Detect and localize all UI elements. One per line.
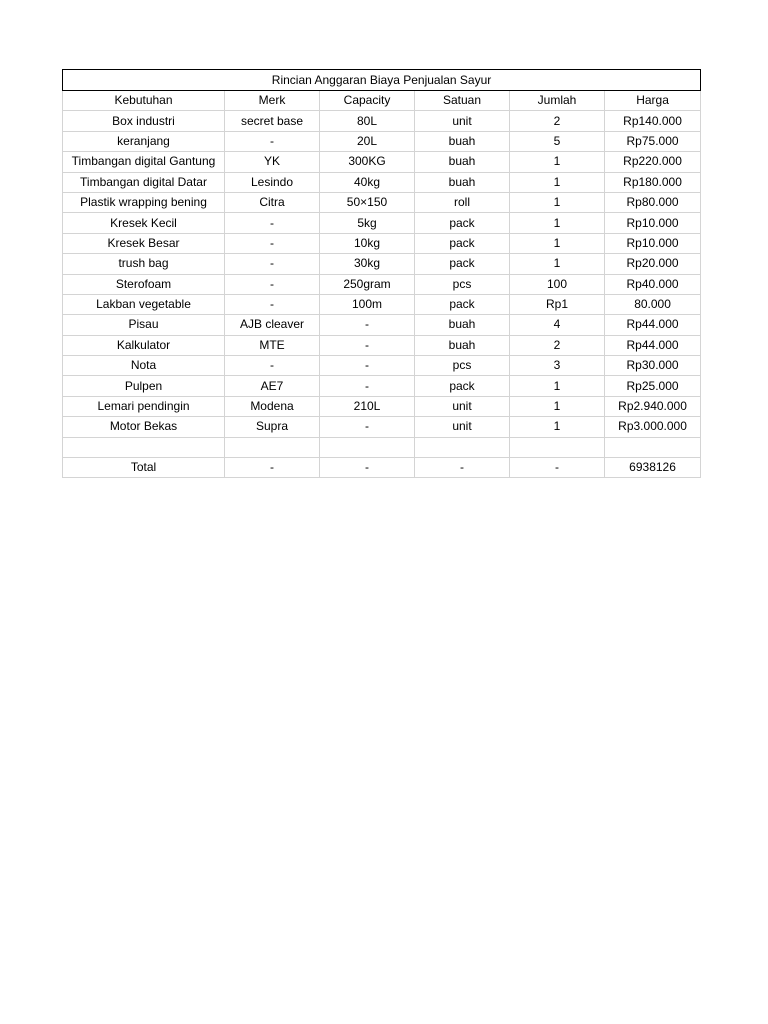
cell-jumlah: 5 [510,131,605,151]
cell-capacity: - [320,315,415,335]
cell-harga: 80.000 [605,294,701,314]
cell-capacity: 100m [320,294,415,314]
cell-jumlah: 1 [510,152,605,172]
cell-kebutuhan: keranjang [63,131,225,151]
cell-jumlah: 2 [510,111,605,131]
table-row [63,376,701,396]
table-row [63,192,701,212]
total-row [63,458,701,478]
cell-kebutuhan [63,437,225,457]
cell-jumlah: 3 [510,356,605,376]
header-kebutuhan: Kebutuhan [63,91,225,111]
cell-capacity: 5kg [320,213,415,233]
cell-merk: Citra [225,192,320,212]
cell-capacity: 210L [320,396,415,416]
cell-satuan: unit [415,396,510,416]
table-row [63,131,701,151]
cell-satuan: unit [415,417,510,437]
header-jumlah: Jumlah [510,91,605,111]
table-row [63,315,701,335]
budget-sheet [62,69,700,478]
cell-jumlah: 100 [510,274,605,294]
cell-harga: Rp44.000 [605,335,701,355]
table-row [63,233,701,253]
table-row [63,111,701,131]
cell-harga: Rp25.000 [605,376,701,396]
total-kebutuhan: Total [63,458,225,478]
total-jumlah: - [510,458,605,478]
table-row [63,274,701,294]
budget-table [62,69,701,478]
cell-capacity: 80L [320,111,415,131]
table-row [63,335,701,355]
cell-capacity: 10kg [320,233,415,253]
cell-jumlah: 1 [510,396,605,416]
cell-jumlah: 1 [510,254,605,274]
cell-kebutuhan: Nota [63,356,225,376]
cell-satuan: buah [415,172,510,192]
cell-satuan: buah [415,131,510,151]
cell-harga: Rp75.000 [605,131,701,151]
cell-kebutuhan: Motor Bekas [63,417,225,437]
cell-jumlah: 4 [510,315,605,335]
cell-capacity: - [320,335,415,355]
cell-capacity: 300KG [320,152,415,172]
cell-satuan: pack [415,213,510,233]
cell-jumlah: 1 [510,192,605,212]
cell-satuan: pack [415,233,510,253]
cell-merk: AE7 [225,376,320,396]
cell-harga: Rp220.000 [605,152,701,172]
cell-merk: - [225,233,320,253]
table-row [63,152,701,172]
table-row [63,254,701,274]
cell-capacity: 30kg [320,254,415,274]
cell-harga: Rp180.000 [605,172,701,192]
cell-merk: secret base [225,111,320,131]
cell-capacity: - [320,417,415,437]
cell-harga: Rp44.000 [605,315,701,335]
header-harga: Harga [605,91,701,111]
table-row [63,437,701,457]
cell-merk: AJB cleaver [225,315,320,335]
cell-capacity: - [320,356,415,376]
header-row [63,91,701,111]
cell-kebutuhan: Lemari pendingin [63,396,225,416]
cell-jumlah [510,437,605,457]
total-harga: 6938126 [605,458,701,478]
cell-merk: - [225,131,320,151]
table-row [63,213,701,233]
cell-harga: Rp10.000 [605,213,701,233]
cell-merk [225,437,320,457]
total-satuan: - [415,458,510,478]
cell-jumlah: 1 [510,213,605,233]
cell-merk: - [225,254,320,274]
cell-satuan: pcs [415,274,510,294]
cell-capacity: - [320,376,415,396]
cell-kebutuhan: Timbangan digital Gantung [63,152,225,172]
cell-jumlah: 1 [510,376,605,396]
cell-harga: Rp30.000 [605,356,701,376]
total-merk: - [225,458,320,478]
table-row [63,396,701,416]
cell-merk: - [225,213,320,233]
cell-harga: Rp10.000 [605,233,701,253]
cell-satuan: pcs [415,356,510,376]
cell-merk: - [225,274,320,294]
table-row [63,172,701,192]
cell-kebutuhan: trush bag [63,254,225,274]
cell-capacity: 50×150 [320,192,415,212]
cell-harga: Rp20.000 [605,254,701,274]
cell-jumlah: 1 [510,417,605,437]
cell-harga: Rp140.000 [605,111,701,131]
cell-harga: Rp3.000.000 [605,417,701,437]
cell-jumlah: 1 [510,172,605,192]
header-satuan: Satuan [415,91,510,111]
cell-satuan: roll [415,192,510,212]
cell-harga: Rp2.940.000 [605,396,701,416]
cell-capacity: 250gram [320,274,415,294]
cell-merk: YK [225,152,320,172]
cell-harga [605,437,701,457]
total-capacity: - [320,458,415,478]
cell-merk: Lesindo [225,172,320,192]
cell-capacity: 40kg [320,172,415,192]
cell-kebutuhan: Sterofoam [63,274,225,294]
cell-satuan: pack [415,254,510,274]
cell-merk: Supra [225,417,320,437]
cell-satuan: buah [415,335,510,355]
cell-kebutuhan: Kresek Besar [63,233,225,253]
cell-kebutuhan: Plastik wrapping bening [63,192,225,212]
table-row [63,294,701,314]
cell-satuan: pack [415,294,510,314]
header-merk: Merk [225,91,320,111]
cell-jumlah: 2 [510,335,605,355]
cell-merk: - [225,356,320,376]
cell-kebutuhan: Kalkulator [63,335,225,355]
cell-satuan: buah [415,152,510,172]
cell-kebutuhan: Timbangan digital Datar [63,172,225,192]
table-row [63,417,701,437]
cell-capacity [320,437,415,457]
cell-merk: - [225,294,320,314]
cell-jumlah: 1 [510,233,605,253]
cell-kebutuhan: Kresek Kecil [63,213,225,233]
cell-capacity: 20L [320,131,415,151]
cell-satuan: unit [415,111,510,131]
title-row [63,70,701,91]
cell-harga: Rp40.000 [605,274,701,294]
cell-satuan [415,437,510,457]
cell-kebutuhan: Box industri [63,111,225,131]
cell-harga: Rp80.000 [605,192,701,212]
table-title: Rincian Anggaran Biaya Penjualan Sayur [63,70,701,91]
cell-satuan: pack [415,376,510,396]
cell-satuan: buah [415,315,510,335]
cell-merk: Modena [225,396,320,416]
cell-merk: MTE [225,335,320,355]
cell-jumlah: Rp1 [510,294,605,314]
cell-kebutuhan: Pulpen [63,376,225,396]
table-row [63,356,701,376]
cell-kebutuhan: Lakban vegetable [63,294,225,314]
cell-kebutuhan: Pisau [63,315,225,335]
header-capacity: Capacity [320,91,415,111]
